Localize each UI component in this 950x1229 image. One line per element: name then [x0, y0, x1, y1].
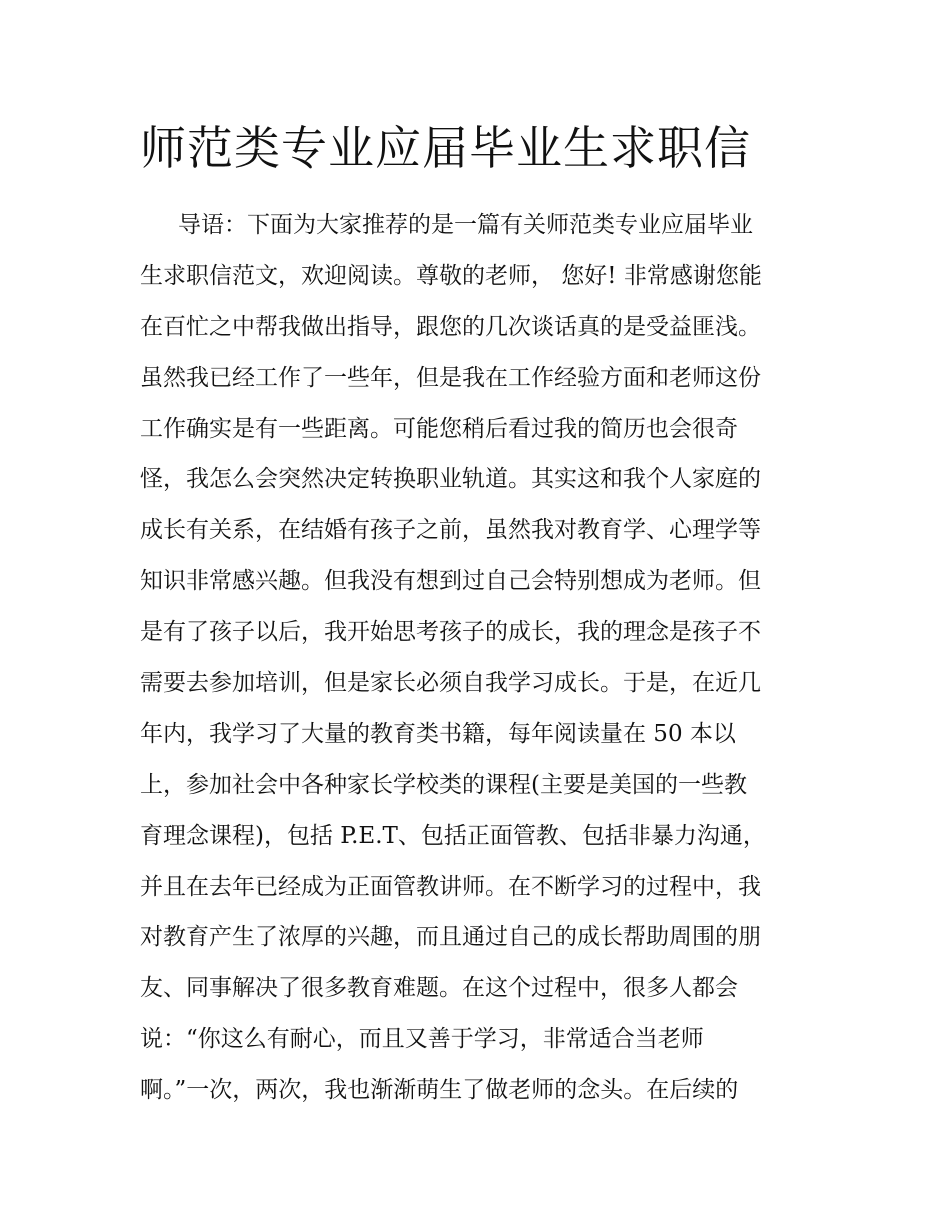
body-line: 虽然我已经工作了一些年，但是我在工作经验方面和老师这份 — [140, 364, 761, 391]
body-line: 工作确实是有一些距离。可能您稍后看过我的简历也会很奇 — [140, 415, 738, 442]
body-line: 上，参加社会中各种家长学校类的课程(主要是美国的一些教 — [140, 771, 747, 798]
body-line: 知识非常感兴趣。但我没有想到过自己会特别想成为老师。但 — [140, 568, 761, 595]
body-line: 导语：下面为大家推荐的是一篇有关师范类专业应届毕业 — [178, 212, 753, 238]
body-line: 并且在去年已经成为正面管教讲师。在不断学习的过程中，我 — [140, 873, 761, 900]
body-line: 成长有关系，在结婚有孩子之前，虽然我对教育学、心理学等 — [140, 517, 761, 544]
body-line: 对教育产生了浓厚的兴趣，而且通过自己的成长帮助周围的朋 — [140, 924, 761, 951]
body-line: 啊。”一次，两次，我也渐渐萌生了做老师的念头。在后续的 — [140, 1077, 739, 1104]
body-line: 育理念课程)，包括 P.E.T、包括正面管教、包括非暴力沟通， — [140, 822, 766, 849]
body-line: 需要去参加培训，但是家长必须自我学习成长。于是，在近几 — [140, 670, 761, 697]
document-body — [140, 200, 820, 1116]
body-line: 是有了孩子以后，我开始思考孩子的成长，我的理念是孩子不 — [140, 619, 761, 646]
body-line: 在百忙之中帮我做出指导，跟您的几次谈话真的是受益匪浅。 — [140, 313, 761, 340]
body-line: 说：“你这么有耐心，而且又善于学习，非常适合当老师 — [140, 1026, 704, 1053]
body-line: 年内，我学习了大量的教育类书籍，每年阅读量在 50 本以 — [140, 720, 736, 747]
body-line: 生求职信范文，欢迎阅读。尊敬的老师， 您好! 非常感谢您能 — [140, 262, 762, 289]
document-title: 师范类专业应届毕业生求职信 — [140, 121, 751, 175]
body-line: 友、同事解决了很多教育难题。在这个过程中，很多人都会 — [140, 975, 738, 1002]
body-line: 怪，我怎么会突然决定转换职业轨道。其实这和我个人家庭的 — [140, 466, 761, 493]
